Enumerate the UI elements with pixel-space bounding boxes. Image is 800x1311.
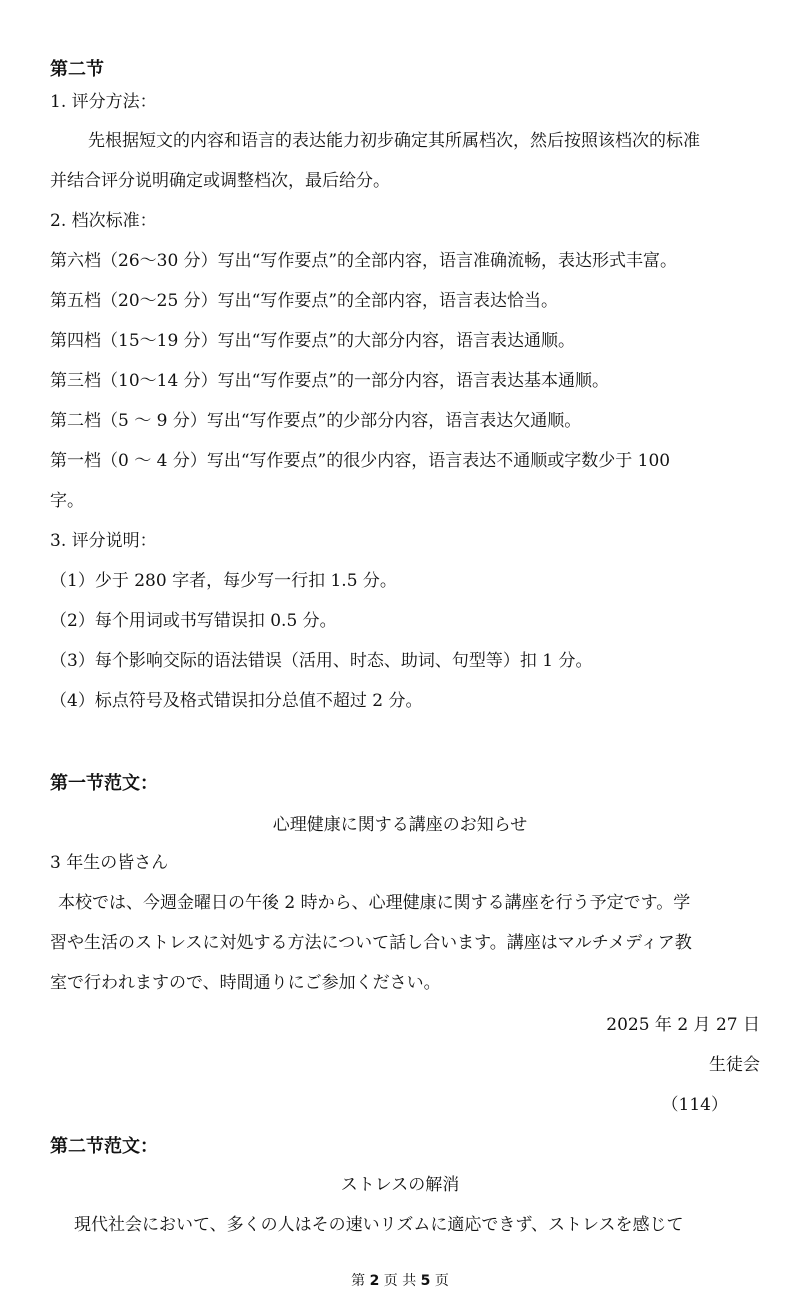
- footer-suffix: 页: [434, 1273, 449, 1289]
- page-footer: [0, 1270, 800, 1290]
- method-text-2: 并结合评分说明确定或调整档次，最后给分。: [50, 171, 390, 191]
- sample2-body-1: 現代社会において、多くの人はその速いリズムに適応できず、ストレスを感じて: [74, 1215, 684, 1235]
- sample1-heading: 第一节范文：: [50, 773, 158, 794]
- note-3: （3）每个影响交际的语法错误（活用、时态、助词、句型等）扣 1 分。: [50, 651, 593, 671]
- sample2-heading: 第二节范文：: [50, 1136, 158, 1157]
- levels-title: 2. 档次标准：: [50, 211, 157, 231]
- footer-prefix: 第: [351, 1273, 366, 1289]
- sample1-sender: 生徒会: [709, 1055, 760, 1075]
- method-title: 1. 评分方法：: [50, 92, 157, 112]
- footer-current-page: 2: [369, 1273, 380, 1289]
- level-3: 第三档（10～14 分）写出“写作要点”的一部分内容，语言表达基本通顺。: [50, 371, 610, 391]
- sample1-title: 心理健康に関する講座のお知らせ: [272, 815, 528, 835]
- footer-total-pages: 5: [420, 1273, 431, 1289]
- level-6: 第六档（26～30 分）写出“写作要点”的全部内容，语言准确流畅，表达形式丰富。: [50, 251, 678, 271]
- method-text-1: 先根据短文的内容和语言的表达能力初步确定其所属档次，然后按照该档次的标准: [88, 131, 700, 151]
- note-1: （1）少于 280 字者，每少写一行扣 1.5 分。: [50, 571, 397, 591]
- level-4: 第四档（15～19 分）写出“写作要点”的大部分内容，语言表达通顺。: [50, 331, 576, 351]
- sample1-body-2: 習や生活のストレスに対処する方法について話し合います。講座はマルチメディア教: [50, 933, 692, 953]
- section2-heading: 第二节: [50, 59, 104, 80]
- level-1-cont: 字。: [50, 491, 84, 511]
- footer-middle: 页 共: [383, 1273, 417, 1289]
- level-1: 第一档（0 ～ 4 分）写出“写作要点”的很少内容，语言表达不通顺或字数少于 100: [50, 451, 671, 471]
- sample1-body-1: 本校では、今週金曜日の午後 2 時から、心理健康に関する講座を行う予定です。学: [58, 893, 691, 913]
- level-2: 第二档（5 ～ 9 分）写出“写作要点”的少部分内容，语言表达欠通顺。: [50, 411, 582, 431]
- sample1-body-3: 室で行われますので、時間通りにご参加ください。: [50, 973, 441, 993]
- sample2-title: ストレスの解消: [340, 1175, 460, 1195]
- sample1-addressee: 3 年生の皆さん: [50, 853, 169, 873]
- note-4: （4）标点符号及格式错误扣分总值不超过 2 分。: [50, 691, 423, 711]
- notes-title: 3. 评分说明：: [50, 531, 157, 551]
- sample1-date: 2025 年 2 月 27 日: [606, 1015, 760, 1035]
- level-5: 第五档（20～25 分）写出“写作要点”的全部内容，语言表达恰当。: [50, 291, 559, 311]
- sample1-count: （114）: [661, 1095, 728, 1115]
- note-2: （2）每个用词或书写错误扣 0.5 分。: [50, 611, 337, 631]
